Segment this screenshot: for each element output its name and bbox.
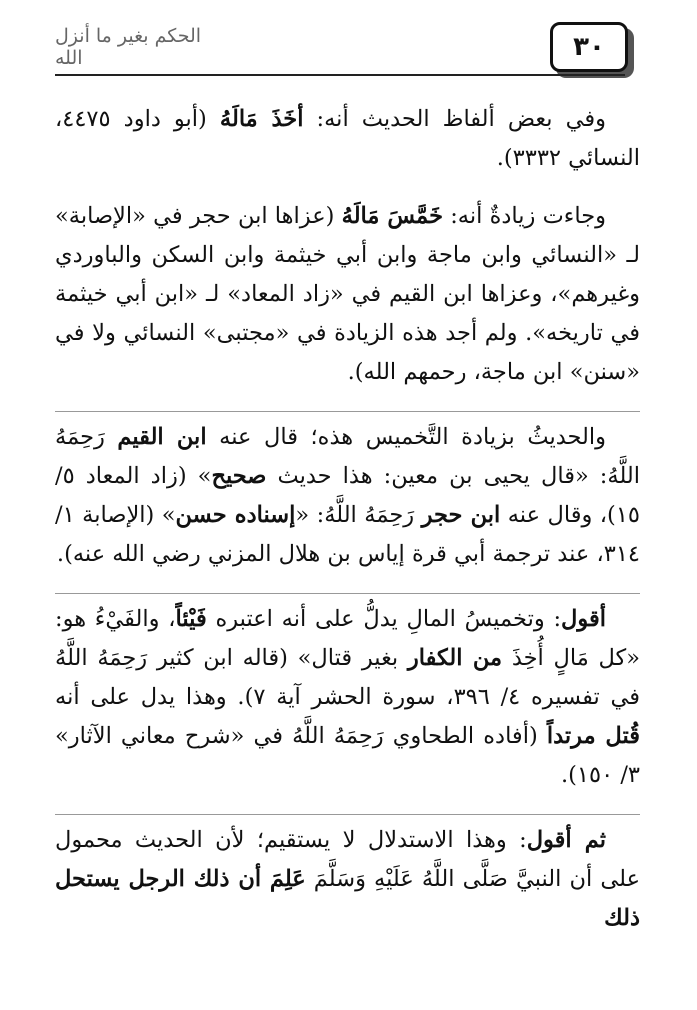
- text-run: والحديثُ بزيادة التَّخميس هذه؛ قال عنه: [206, 424, 607, 450]
- text-run: ، والفَيْءُ هو: «كل مَالٍ أُخِذَ: [55, 606, 640, 671]
- text-run: (عزاها ابن حجر في «الإصابة» لـ «النسائي وابن ماجة وابن أبي خيثمة وابن السكن والباوردي وغيرهم»، وعزاها ابن القيم في «زاد المعاد» لـ «ابن أبي خيثمة في تاريخه». ولم أجد هذه الزيادة في «مجتبى» النسائي ولا في «سنن» ابن ماجة، رحمهم الله).: [55, 203, 640, 385]
- text-run: » (الإصابة ١/ ٣١٤، عند ترجمة أبي قرة إياس بن هلال المزني رضي الله عنه).: [55, 502, 640, 567]
- header-rule: [55, 74, 625, 76]
- bold-phrase: من الكفار: [407, 645, 503, 671]
- bold-phrase: ابن حجر: [421, 502, 501, 528]
- bold-phrase: عَلِمَ أن ذلك الرجل يستحل ذلك: [55, 866, 640, 931]
- page-number: ٣٠: [573, 32, 605, 62]
- text-run: (أبو داود ٤٤٧٥، النسائي ٣٣٣٢).: [55, 106, 640, 171]
- paragraph-1: [55, 100, 640, 178]
- bold-phrase: إسناده حسن: [175, 502, 296, 528]
- bold-phrase: فَيْئاً: [175, 606, 207, 632]
- page-header: [0, 0, 697, 90]
- text-run: بغير قتال» (قاله ابن كثير رَحِمَهُ اللَّهُ في تفسيره ٤/ ٣٩٦، سورة الحشر آية ٧). وهذا يدل على أنه: [55, 645, 640, 710]
- text-run: وجاءت زيادةٌ أنه:: [442, 203, 607, 229]
- text-run: رَحِمَهُ اللَّهُ: «: [295, 502, 422, 528]
- bold-phrase: خَمَّسَ مَالَهُ: [341, 203, 443, 229]
- text-run: وفي بعض ألفاظ الحديث أنه:: [303, 106, 606, 132]
- bold-phrase: أقول: [561, 606, 607, 632]
- book-title-text: الحكم بغير ما أنزل الله: [55, 25, 202, 69]
- text-run: » (زاد المعاد ٥/ ١٥)، وقال عنه: [55, 463, 640, 528]
- bold-phrase: ثم أقول: [526, 827, 606, 853]
- paragraph-4: [55, 593, 640, 795]
- book-title-logo: [55, 25, 220, 69]
- paragraph-5: [55, 814, 640, 938]
- bold-phrase: صحيح: [211, 463, 267, 489]
- text-run: (أفاده الطحاوي رَحِمَهُ اللَّهُ في «شرح معاني الآثار» ٣/ ١٥٠).: [55, 723, 640, 788]
- text-run: رَحِمَهُ اللَّهُ: «قال يحيى بن معين: هذا حديث: [55, 424, 640, 489]
- page-body: [55, 100, 640, 957]
- text-run: : وهذا الاستدلال لا يستقيم؛ لأن الحديث محمول على أن النبيَّ صَلَّى اللَّهُ عَلَيْهِ وَسَلَّمَ: [55, 827, 641, 892]
- bold-phrase: أخَذَ مَالَهُ: [219, 106, 304, 132]
- paragraph-3: [55, 411, 640, 574]
- paragraph-2: [55, 197, 640, 392]
- text-run: : وتخميسُ المالِ يدلُّ على أنه اعتبره: [206, 606, 562, 632]
- bold-phrase: ابن القيم: [117, 424, 207, 450]
- page-number-box: [550, 22, 628, 72]
- bold-phrase: قُتل مرتداً: [546, 723, 640, 749]
